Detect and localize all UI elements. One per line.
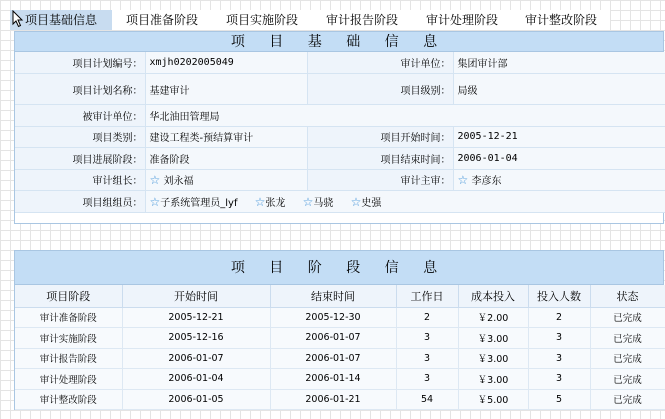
stage-people: 3 bbox=[528, 369, 590, 390]
stage-table bbox=[15, 285, 665, 410]
member-name: 马骁 bbox=[313, 197, 334, 209]
stage-status: 已完成 bbox=[590, 369, 665, 390]
star-icon: ☆ bbox=[302, 194, 314, 209]
stage-name: 审计报告阶段 bbox=[15, 348, 122, 369]
stage-workdays: 3 bbox=[396, 348, 458, 369]
audited-unit-value: 华北油田管理局 bbox=[145, 105, 665, 127]
stage-workdays: 2 bbox=[396, 307, 458, 328]
end-time-label: 项目结束时间： bbox=[307, 148, 453, 170]
stage-start: 2006-01-04 bbox=[122, 369, 270, 390]
stage-info-panel bbox=[14, 250, 664, 410]
star-icon: ☆ bbox=[350, 194, 362, 209]
plan-name-value: 基建审计 bbox=[145, 74, 307, 105]
info-row bbox=[15, 169, 665, 191]
end-time-value: 2006-01-04 bbox=[453, 148, 665, 170]
chief-label: 审计主审： bbox=[307, 169, 453, 191]
start-time-label: 项目开始时间： bbox=[307, 126, 453, 148]
stage-end: 2005-12-30 bbox=[270, 307, 396, 328]
plan-name-label: 项目计划名称： bbox=[15, 74, 145, 105]
tab-implementation[interactable]: 项目实施阶段 bbox=[225, 13, 298, 27]
header-people: 投入人数 bbox=[528, 285, 590, 307]
audit-unit-label: 审计单位： bbox=[307, 52, 453, 74]
star-icon: ☆ bbox=[149, 173, 161, 188]
members-cell bbox=[145, 191, 665, 213]
stage-end: 2006-01-07 bbox=[270, 328, 396, 349]
tab-preparation[interactable]: 项目准备阶段 bbox=[125, 13, 198, 27]
member-item[interactable] bbox=[149, 194, 238, 209]
star-icon: ☆ bbox=[149, 194, 161, 209]
member-item[interactable] bbox=[350, 194, 382, 209]
chief-cell bbox=[453, 169, 665, 191]
stage-name: 审计整改阶段 bbox=[15, 389, 122, 410]
info-row bbox=[15, 191, 665, 213]
stage-cost: ￥3.00 bbox=[458, 348, 528, 369]
stage-status: 已完成 bbox=[590, 348, 665, 369]
mouse-cursor-icon bbox=[12, 10, 24, 28]
progress-label: 项目进展阶段： bbox=[15, 148, 145, 170]
stage-people: 3 bbox=[528, 348, 590, 369]
stage-people: 2 bbox=[528, 307, 590, 328]
info-row bbox=[15, 74, 665, 105]
leader-name[interactable]: 刘永福 bbox=[163, 176, 194, 188]
stage-info-title: 项 目 阶 段 信 息 bbox=[15, 251, 663, 285]
tab-rectification[interactable]: 审计整改阶段 bbox=[524, 13, 597, 27]
tab-report[interactable]: 审计报告阶段 bbox=[325, 13, 398, 27]
star-icon: ☆ bbox=[254, 194, 266, 209]
info-row bbox=[15, 105, 665, 127]
header-status: 状态 bbox=[590, 285, 665, 307]
tab-handling[interactable]: 审计处理阶段 bbox=[425, 13, 498, 27]
stage-start: 2005-12-16 bbox=[122, 328, 270, 349]
header-start: 开始时间 bbox=[122, 285, 270, 307]
level-value: 局级 bbox=[453, 74, 665, 105]
category-value: 建设工程类-预结算审计 bbox=[145, 126, 307, 148]
member-name: 史强 bbox=[361, 197, 382, 209]
audited-unit-label: 被审计单位： bbox=[15, 105, 145, 127]
tab-bar bbox=[10, 10, 610, 30]
stage-name: 审计处理阶段 bbox=[15, 369, 122, 390]
info-row bbox=[15, 126, 665, 148]
stage-end: 2006-01-14 bbox=[270, 369, 396, 390]
basic-info-title: 项 目 基 础 信 息 bbox=[15, 32, 663, 52]
plan-no-value: xmjh0202005049 bbox=[145, 52, 307, 74]
stage-name: 审计实施阶段 bbox=[15, 328, 122, 349]
stage-start: 2006-01-07 bbox=[122, 348, 270, 369]
basic-info-panel bbox=[14, 31, 664, 224]
table-row[interactable] bbox=[15, 369, 665, 390]
stage-cost: ￥5.00 bbox=[458, 389, 528, 410]
stage-cost: ￥2.00 bbox=[458, 307, 528, 328]
header-workdays: 工作日 bbox=[396, 285, 458, 307]
stage-people: 5 bbox=[528, 389, 590, 410]
info-row bbox=[15, 148, 665, 170]
audit-unit-value: 集团审计部 bbox=[453, 52, 665, 74]
stage-status: 已完成 bbox=[590, 389, 665, 410]
tab-basic-info[interactable]: 项目基础信息 bbox=[10, 10, 112, 30]
header-cost: 成本投入 bbox=[458, 285, 528, 307]
member-name: 子系统管理员_lyf bbox=[160, 197, 238, 209]
stage-status: 已完成 bbox=[590, 307, 665, 328]
stage-start: 2005-12-21 bbox=[122, 307, 270, 328]
members-label: 项目组组员： bbox=[15, 191, 145, 213]
plan-no-label: 项目计划编号： bbox=[15, 52, 145, 74]
table-row[interactable] bbox=[15, 348, 665, 369]
stage-cost: ￥3.00 bbox=[458, 369, 528, 390]
header-end: 结束时间 bbox=[270, 285, 396, 307]
table-row[interactable] bbox=[15, 307, 665, 328]
stage-people: 3 bbox=[528, 328, 590, 349]
stage-header-row bbox=[15, 285, 665, 307]
stage-cost: ￥3.00 bbox=[458, 328, 528, 349]
star-icon: ☆ bbox=[457, 173, 469, 188]
stage-workdays: 54 bbox=[396, 389, 458, 410]
table-row[interactable] bbox=[15, 328, 665, 349]
leader-label: 审计组长： bbox=[15, 169, 145, 191]
stage-end: 2006-01-21 bbox=[270, 389, 396, 410]
member-item[interactable] bbox=[302, 194, 334, 209]
info-row bbox=[15, 52, 665, 74]
stage-start: 2006-01-05 bbox=[122, 389, 270, 410]
stage-end: 2006-01-07 bbox=[270, 348, 396, 369]
chief-name[interactable]: 李彦东 bbox=[471, 176, 502, 188]
stage-status: 已完成 bbox=[590, 328, 665, 349]
start-time-value: 2005-12-21 bbox=[453, 126, 665, 148]
stage-workdays: 3 bbox=[396, 328, 458, 349]
member-item[interactable] bbox=[254, 194, 286, 209]
category-label: 项目类别： bbox=[15, 126, 145, 148]
basic-info-table bbox=[15, 52, 665, 213]
progress-value: 准备阶段 bbox=[145, 148, 307, 170]
stage-workdays: 3 bbox=[396, 369, 458, 390]
member-name: 张龙 bbox=[265, 197, 286, 209]
table-row[interactable] bbox=[15, 389, 665, 410]
stage-name: 审计准备阶段 bbox=[15, 307, 122, 328]
leader-cell bbox=[145, 169, 307, 191]
level-label: 项目级别： bbox=[307, 74, 453, 105]
header-stage: 项目阶段 bbox=[15, 285, 122, 307]
